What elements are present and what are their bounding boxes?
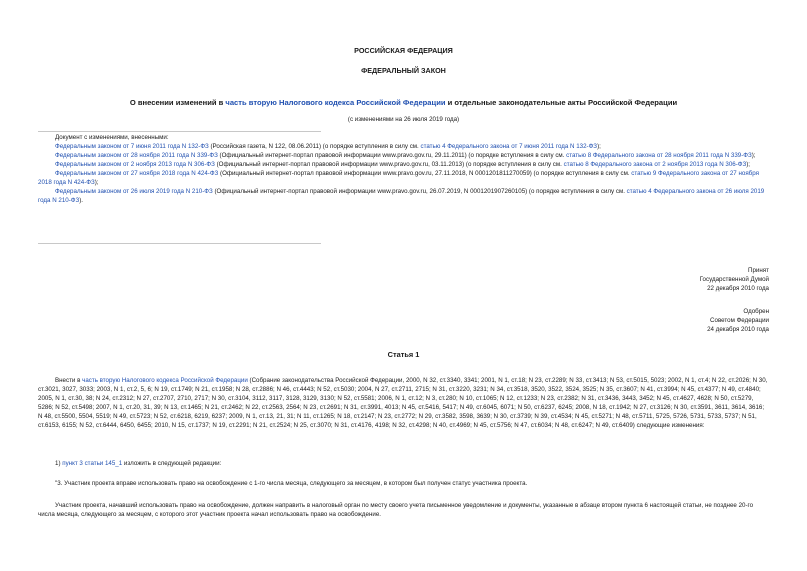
adopted-block <box>569 267 769 294</box>
title-suffix: и отдельные законодательные акты Российской Федерации <box>445 98 678 107</box>
p1-prefix: Внести в <box>55 377 83 384</box>
p2-prefix: 1) <box>55 460 63 467</box>
change-article-link[interactable]: статью 8 Федерального закона от 2 ноября 2013 года N 306-ФЗ <box>563 160 747 168</box>
p1-link-tax-code[interactable]: часть вторую Налогового кодекса Российской Федерации <box>82 377 248 384</box>
change-end: ); <box>751 151 756 159</box>
change-item <box>38 143 772 152</box>
p2-link-article[interactable]: пункт 3 статьи 145_1 <box>62 460 123 467</box>
change-text: (Официальный интернет-портал правовой информации www.pravo.gov.ru, 29.11.2011) (о порядке вступления в силу см. <box>217 151 567 159</box>
change-text: (Официальный интернет-портал правовой информации www.pravo.gov.ru, 27.11.2018, N 0001201811270059) (о порядке вступления в силу см. <box>218 169 632 177</box>
change-law-link[interactable]: Федеральным законом от 28 ноября 2011 года N 339-ФЗ <box>55 151 218 159</box>
change-item <box>38 161 772 170</box>
change-article-link[interactable]: статью 4 Федерального закона от 26 июля 2019 года N 210-ФЗ <box>38 187 765 204</box>
doc-type-heading: ФЕДЕРАЛЬНЫЙ ЗАКОН <box>361 66 446 75</box>
change-item <box>38 188 772 206</box>
change-text: (Официальный интернет-портал правовой информации www.pravo.gov.ru, 26.07.2019, N 0001201907260105) (о порядке вступления в силу см. <box>212 187 627 195</box>
changes-intro: Документ с изменениями, внесенными: <box>55 134 169 141</box>
approved-date: 24 декабря 2010 года <box>707 325 769 333</box>
change-item <box>38 152 772 161</box>
adopted-label: Принят <box>748 267 769 274</box>
change-end: ); <box>597 142 601 150</box>
p2-text: изложить в следующей редакции: <box>122 460 222 467</box>
article-title: Статья 1 <box>387 350 420 359</box>
approved-body: Советом Федерации <box>710 316 769 324</box>
change-item <box>38 170 772 188</box>
change-article-link[interactable]: статью 9 Федерального закона от 27 ноября 2018 года N 424-ФЗ <box>38 169 759 186</box>
adopted-body: Государственной Думой <box>699 275 769 283</box>
change-text: (Российская газета, N 122, 08.06.2011) (о порядке вступления в силу см. <box>208 142 421 150</box>
adopted-date: 22 декабря 2010 года <box>707 284 769 292</box>
country-heading: РОССИЙСКАЯ ФЕДЕРАЦИЯ <box>354 46 453 55</box>
article-paragraph-2 <box>38 460 770 469</box>
change-article-link[interactable]: статью 8 Федерального закона от 28 ноября 2011 года N 339-ФЗ <box>566 151 752 159</box>
p1-text: (Собрание законодательства Российской Федерации, 2000, N 32, ст.3340, 3341; 2001, N 1, ст.18; N 23, ст.2289; N 33, ст.3413; N 53, ст.5015, 5023; 2002, N 1, ст.4; N 22, ст.2026; N 30, ст.3021, 3027, 3033; 2003, N 1, ст.2, 5, 6; N 19, ст.1749; N 21, ст.1958; N 28, ст.2886; N 46, ст.4443; N 52, ст.5030; 2004, N 27, ст.2711, 2715; N 31, ст.3220, 3231; N 34, ст.3518, 3520, 3522, 3524, 3525; N 35, ст.3607; N 41, ст.3994; N 45, ст.4377; N 49, ст.4840; 2005, N 1, ст.30, 38; N 24, ст.2312; N 27, ст.2707, 2710, 2717; N 30, ст.3104, 3112, 3117, 3128, 3129, 3130; N 52, ст.5581; 2006, N 1, ст.12; N 3, ст.280; N 10, ст.1065; N 12, ст.1233; N 23, ст.2382; N 31, ст.3436, 3443, 3452; N 45, ст.4627, 4628; N 50, ст.5279, 5286; N 52, ст.5498; 2007, N 1, ст.20, 31, 39; N 13, ст.1465; N 21, ст.2462; N 22, ст.2563, 2564; N 23, ст.2691; N 31, ст.3991, 4013; N 45, ст.5416, 5417; N 49, ст.6045, 6071; N 50, ст.6237, 6245; 2008, N 18, ст.1942; N 27, ст.3126; N 30, ст.3591, 3611, 3614, 3616; N 48, ст.5500, 5504, 5519; N 49, ст.5723; N 52, ст.6218, 6219, 6237; 2009, N 1, ст.13, 21, 31; N 11, ст.1265; N 18, ст.2147; N 23, ст.2772; N 29, ст.3582, 3598, 3639; N 30, ст.3739; N 39, ст.4534; N 45, ст.5271; N 48, ст.5711, 5725, 5726, 5731, 5733, 5737; N 51, ст.6153, 6155; N 52, ст.6444, 6450, 6455; 2010, N 15, ст.1737; N 19, ст.2291; N 21, ст.2524; N 25, ст.3070; N 31, ст.4176, 4198; N 32, ст.4298; N 40, ст.4969; N 45, ст.5756; N 47, ст.6034; N 48, ст.6247; N 49, ст.6409) следующие изменения: <box>38 377 768 429</box>
change-end: ); <box>746 160 751 168</box>
article-paragraph-4: Участник проекта, начавший использовать право на освобождение, должен направить в налоговый орган по месту своего учета письменное уведомление и документы, указанные в абзаце втором пункта 6 настоящей статьи, не позднее 20-го числа месяца, следующего за месяцем, с которого этот участник проекта начал использовать право на освобождение. <box>38 502 754 518</box>
approved-label: Одобрен <box>743 308 769 315</box>
top-divider <box>38 131 321 132</box>
change-end: ). <box>79 196 83 204</box>
approved-block <box>569 308 769 335</box>
document-title <box>0 97 807 108</box>
change-law-link[interactable]: Федеральным законом от 27 ноября 2018 года N 424-ФЗ <box>55 169 219 177</box>
bottom-divider <box>38 243 321 244</box>
change-law-link[interactable]: Федеральным законом от 2 ноября 2013 года N 306-ФЗ <box>55 160 215 168</box>
change-article-link[interactable]: статью 4 Федерального закона от 7 июня 2011 года N 132-ФЗ <box>420 142 598 150</box>
changes-block <box>38 134 772 206</box>
edition-note: (с изменениями на 26 июля 2019 года) <box>347 116 460 123</box>
change-end: ); <box>94 178 99 186</box>
change-law-link[interactable]: Федеральным законом от 7 июня 2011 года N 132-ФЗ <box>55 142 209 150</box>
change-law-link[interactable]: Федеральным законом от 26 июля 2019 года N 210-ФЗ <box>55 187 213 195</box>
title-link-tax-code[interactable]: часть вторую Налогового кодекса Российской Федерации <box>225 98 446 107</box>
article-paragraph-3: "3. Участник проекта вправе использовать право на освобождение с 1-го числа месяца, следующего за месяцем, в котором был получен статус участника проекта. <box>55 480 528 487</box>
change-text: (Официальный интернет-портал правовой информации www.pravo.gov.ru, 03.11.2013) (о порядке вступления в силу см. <box>214 160 564 168</box>
article-paragraph-1 <box>38 377 770 431</box>
title-prefix: О внесении изменений в <box>129 98 226 107</box>
